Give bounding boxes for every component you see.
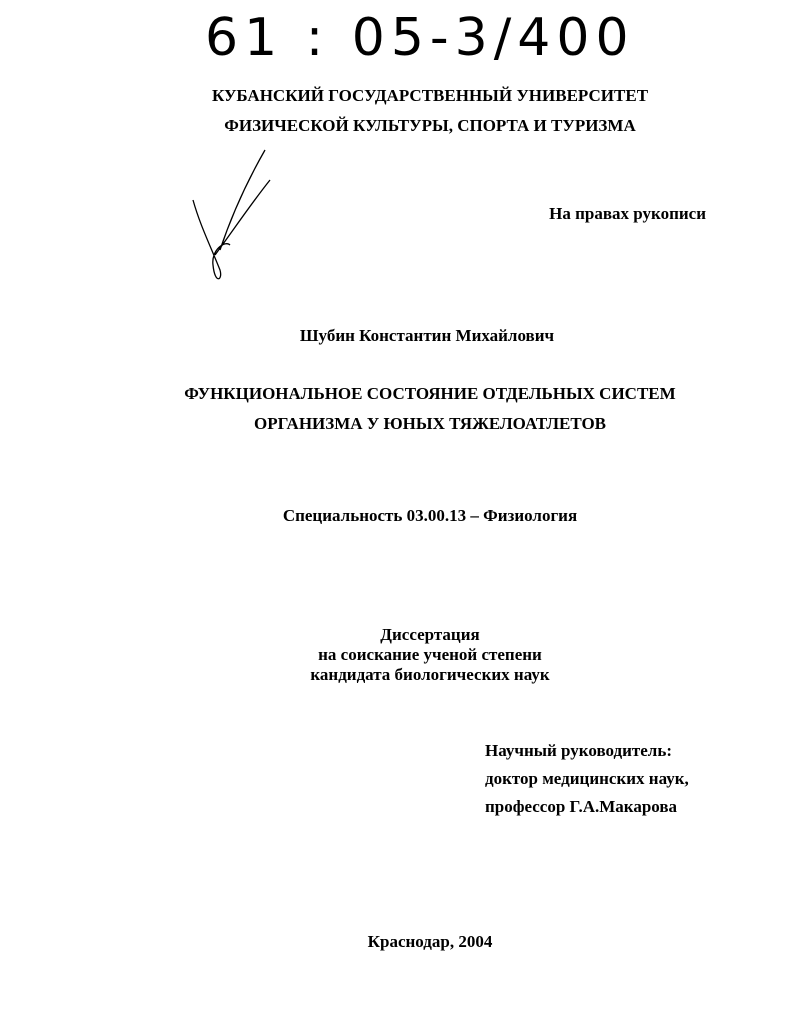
title-line1: ФУНКЦИОНАЛЬНОЕ СОСТОЯНИЕ ОТДЕЛЬНЫХ СИСТЕМ [184, 384, 676, 403]
title-line2: ОРГАНИЗМА У ЮНЫХ ТЯЖЕЛОАТЛЕТОВ [253, 414, 607, 433]
author-name: Шубин Константин Михайлович [299, 326, 555, 345]
city-year: Краснодар, 2004 [367, 932, 493, 951]
supervisor-line1: Научный руководитель: [485, 741, 672, 760]
supervisor-line2: доктор медицинских наук, [485, 769, 689, 788]
degree-line3: кандидата биологических наук [310, 665, 550, 684]
institution-line1: КУБАНСКИЙ ГОСУДАРСТВЕННЫЙ УНИВЕРСИТЕТ [211, 86, 649, 105]
institution-line2: ФИЗИЧЕСКОЙ КУЛЬТУРЫ, СПОРТА И ТУРИЗМА [224, 116, 636, 135]
manuscript-note: На правах рукописи [549, 204, 706, 223]
degree-line2: на соискание ученой степени [318, 645, 542, 664]
handwritten-code: 61 : 05-3/400 [205, 8, 635, 68]
supervisor-line3: профессор Г.А.Макарова [485, 797, 678, 816]
signature [185, 145, 285, 290]
degree-line1: Диссертация [380, 625, 480, 644]
specialty: Специальность 03.00.13 – Физиология [282, 506, 578, 525]
